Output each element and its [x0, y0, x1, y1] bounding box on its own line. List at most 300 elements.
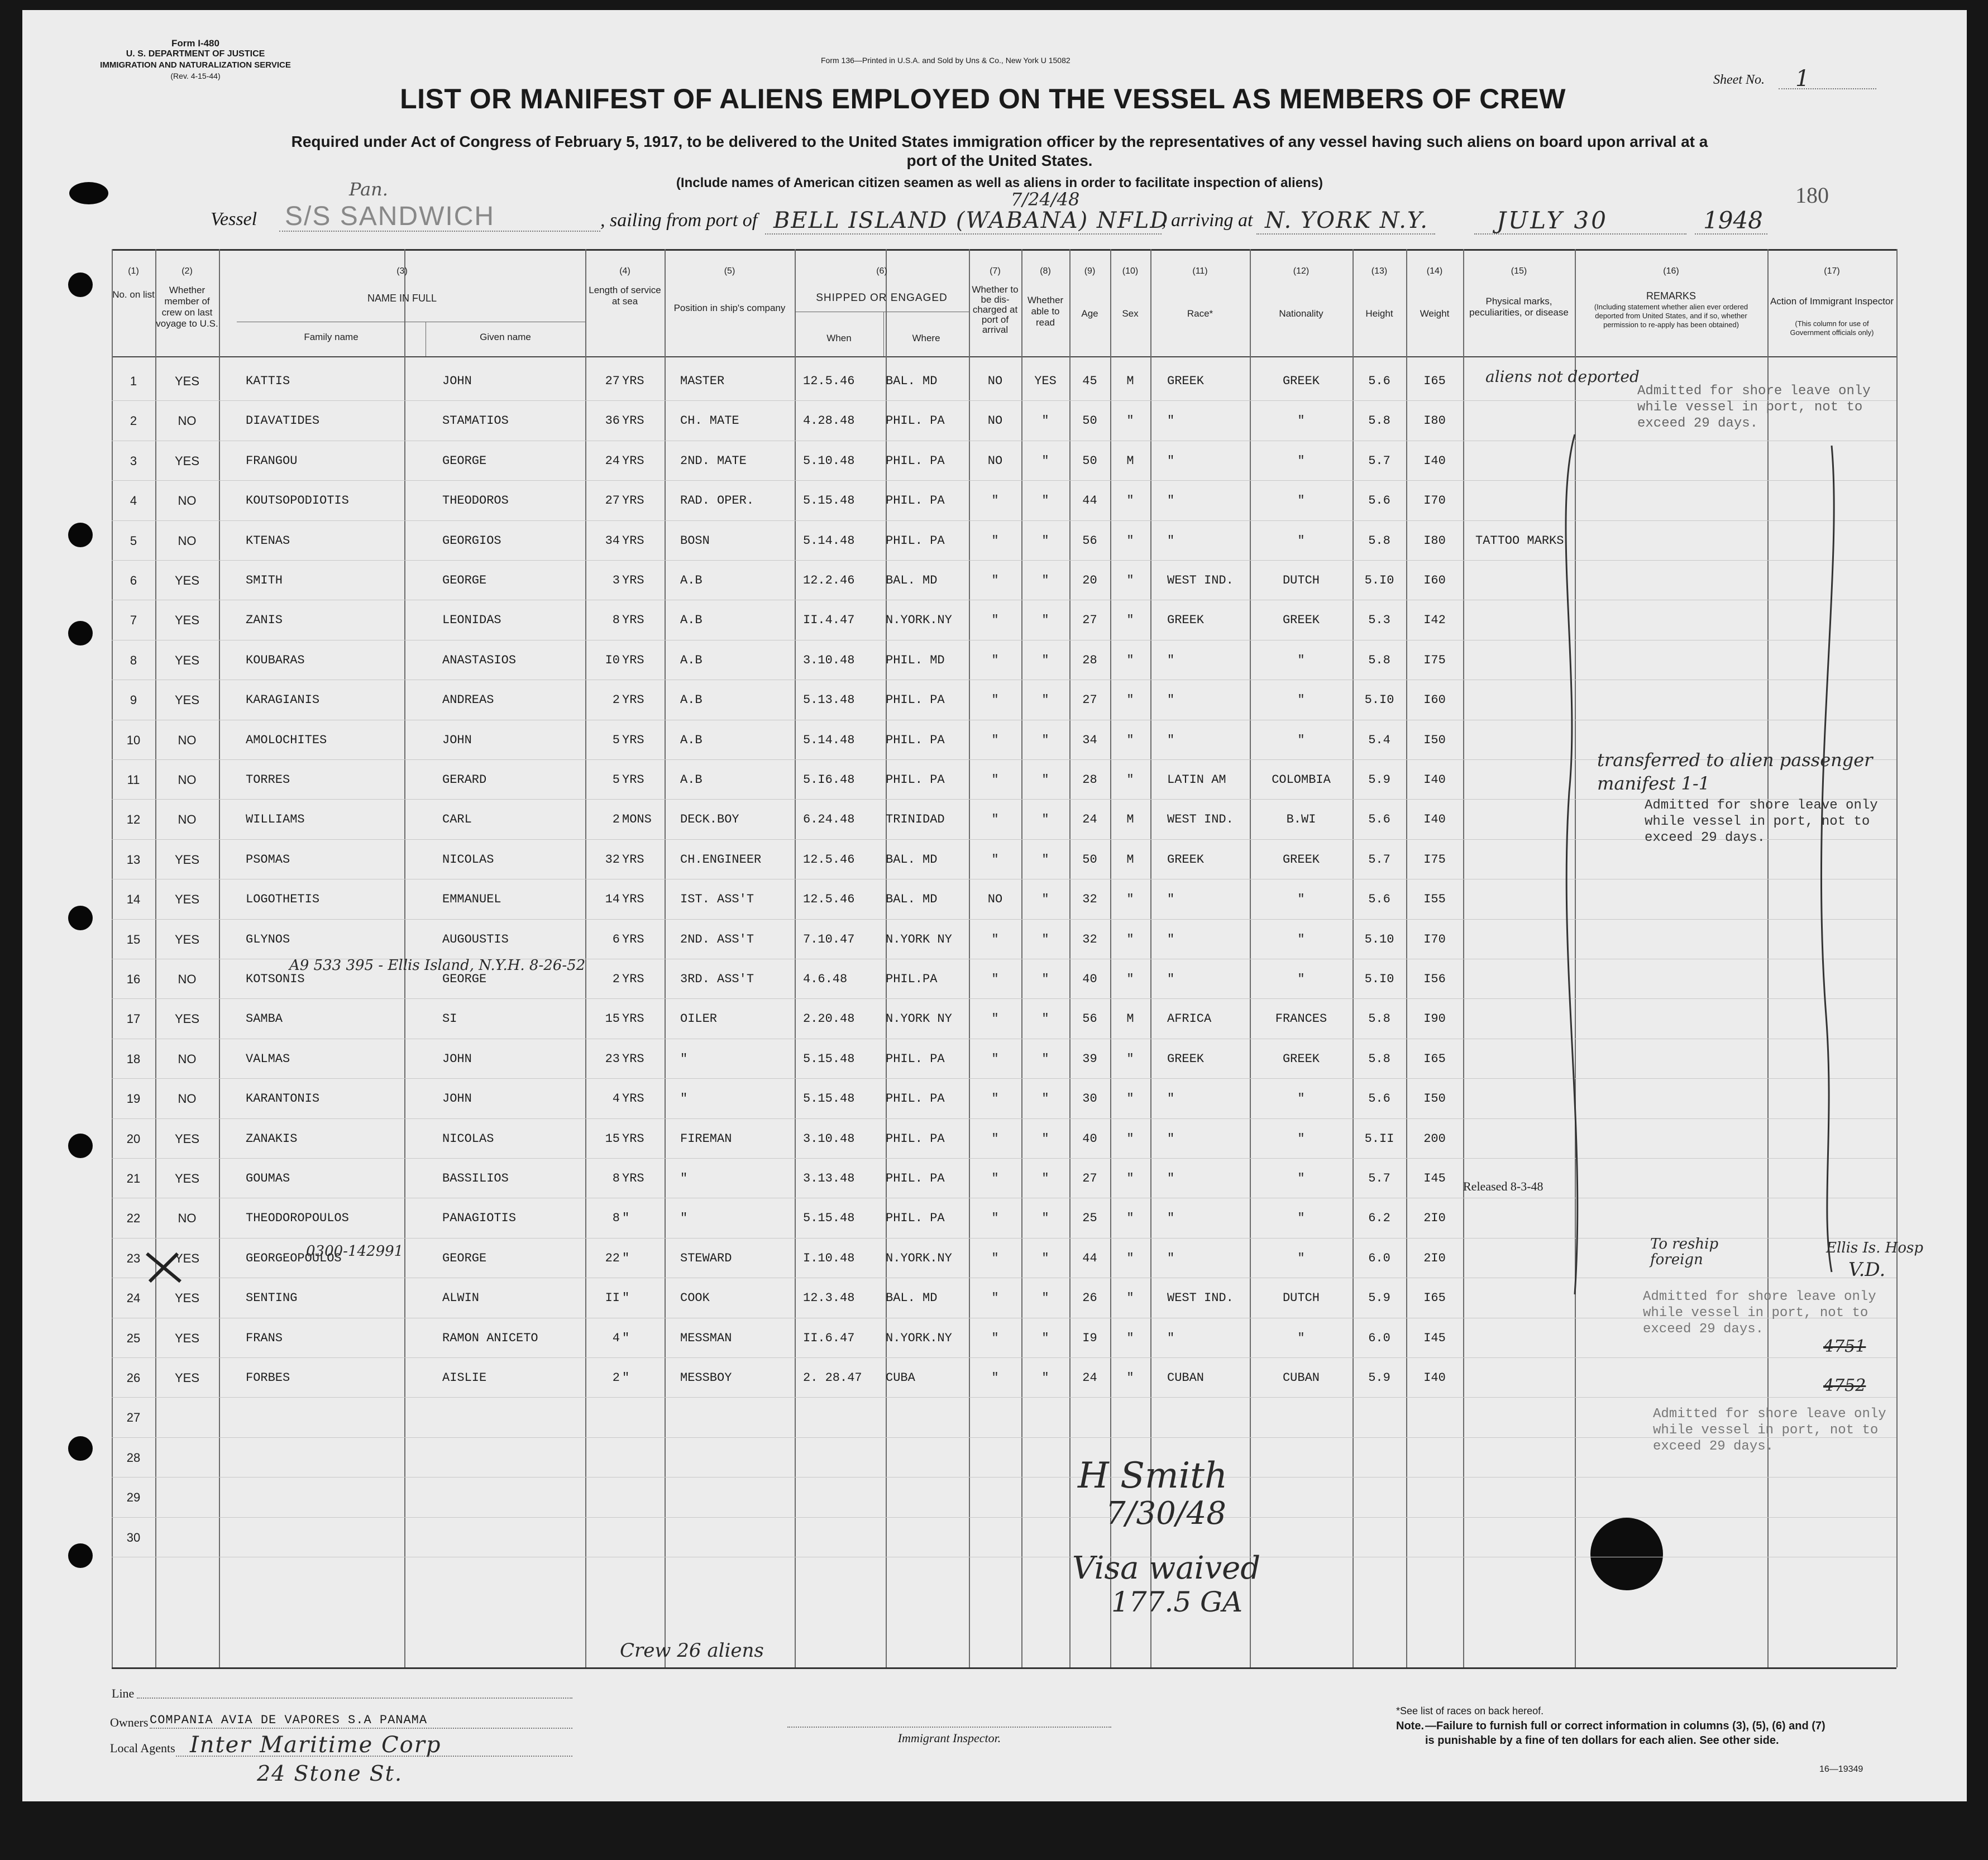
row-number: 17 [126, 1012, 141, 1026]
row-family-name: GEORGEOPOULOS [246, 1251, 342, 1265]
row-position: " [680, 1211, 688, 1226]
row-discharged: " [991, 972, 999, 986]
row-shipped-where: N.YORK NY [886, 1012, 952, 1026]
row-weight: I80 [1423, 414, 1446, 428]
row-service-unit: YRS [622, 653, 644, 667]
row-shipped-where: BAL. MD [886, 374, 938, 388]
row-shipped-when: 5.14.48 [803, 533, 855, 548]
col-name-in-full: NAME IN FULL [367, 293, 437, 304]
row-given-name: GEORGIOS [442, 533, 501, 548]
row-family-name: GLYNOS [246, 932, 290, 946]
form-subtitle: Required under Act of Congress of February 5, 1917, to be delivered to the United States immigration officer by the representatives of any vessel having such aliens on board upon arrival at a [291, 133, 1708, 150]
column-number-13: (13) [1371, 266, 1388, 276]
row-weight: 200 [1423, 1131, 1446, 1146]
row-race: " [1167, 1251, 1175, 1265]
row-weight: I40 [1423, 812, 1446, 827]
row-sex: " [1126, 1251, 1134, 1265]
row-weight: I56 [1423, 972, 1446, 986]
row-family-name: VALMAS [246, 1051, 290, 1066]
row-given-name: NICOLAS [442, 852, 494, 867]
row-given-name: BASSILIOS [442, 1172, 509, 1185]
row-rule [112, 1437, 1896, 1438]
row-height: 6.0 [1368, 1251, 1390, 1265]
row-race: CUBAN [1167, 1371, 1205, 1385]
row-position: DECK.BOY [680, 812, 739, 827]
row-given-name: AISLIE [442, 1371, 487, 1385]
manifest-sheet [22, 10, 1967, 1801]
row-shipped-when: 5.13.48 [803, 693, 855, 707]
row-able-to-read: " [1041, 892, 1049, 907]
row-age: 20 [1082, 573, 1097, 587]
row-sex: " [1126, 1211, 1134, 1226]
row-family-name: SMITH [246, 573, 283, 587]
row-number: 4 [130, 494, 137, 508]
row-given-name: JOHN [442, 733, 472, 747]
row-race: " [1167, 1172, 1175, 1185]
row-age: 56 [1082, 1012, 1097, 1026]
column-number-16: (16) [1663, 266, 1679, 276]
row-service-unit: " [622, 1371, 630, 1385]
row-number: 21 [126, 1172, 141, 1185]
row-number: 13 [126, 852, 141, 867]
column-rule [1150, 249, 1151, 1667]
row-number: 29 [126, 1490, 141, 1505]
vessel-name: S/S SANDWICH [285, 202, 495, 231]
row-discharged: " [991, 932, 999, 946]
row-shipped-when: II.4.47 [803, 613, 855, 628]
column-number-14: (14) [1426, 266, 1443, 276]
row-able-to-read: " [1041, 494, 1049, 508]
row-able-to-read: YES [1034, 374, 1057, 388]
row-able-to-read: " [1041, 1251, 1049, 1265]
row-able-to-read: " [1041, 1131, 1049, 1146]
row-race: AFRICA [1167, 1012, 1212, 1026]
row-position: OILER [680, 1012, 718, 1026]
col-no-on-list: No. on list [112, 289, 155, 300]
inspector-line [787, 1727, 1111, 1728]
row-given-name: EMMANUEL [442, 892, 501, 907]
row-height: 5.II [1364, 1131, 1394, 1146]
row-shipped-when: 5.I6.48 [803, 773, 855, 787]
row-age: 32 [1082, 932, 1097, 946]
row-height: 5.7 [1368, 453, 1390, 468]
row-weight: I50 [1423, 733, 1446, 747]
row-given-name: ANDREAS [442, 693, 494, 707]
row-service-unit: YRS [622, 932, 644, 946]
row-discharged: NO [987, 453, 1003, 468]
row-service-years: 4 [612, 1092, 620, 1106]
row-height: 5.8 [1368, 1012, 1390, 1026]
row-discharged: " [991, 1012, 999, 1026]
row-number: 2 [130, 414, 137, 428]
row-service-years: 32 [605, 852, 620, 867]
line-label: Line [112, 1686, 135, 1700]
action-row24: 4751 [1823, 1337, 1866, 1356]
row-prev-voyage: YES [174, 1012, 200, 1026]
row-height: 5.6 [1368, 494, 1390, 508]
row-service-unit: YRS [622, 1012, 644, 1026]
agents-value: Inter Maritime Corp [190, 1732, 442, 1758]
row-race: " [1167, 453, 1175, 468]
row-able-to-read: " [1041, 533, 1049, 548]
row-age: 26 [1082, 1291, 1097, 1306]
note-label: Note. [1396, 1720, 1424, 1732]
row-nationality: " [1297, 1131, 1305, 1146]
row-able-to-read: " [1041, 773, 1049, 787]
row-given-name: SI [442, 1012, 457, 1026]
row-able-to-read: " [1041, 1371, 1049, 1385]
row-nationality: GREEK [1282, 613, 1320, 628]
row-rule [112, 1477, 1896, 1478]
row-shipped-where: PHIL. PA [886, 533, 945, 548]
row-prev-voyage: NO [178, 1211, 197, 1226]
row-height: 5.6 [1368, 374, 1390, 388]
remark-row21-handwritten: To reship foreign [1650, 1236, 1719, 1268]
row-service-unit: YRS [622, 1172, 644, 1185]
row-race: LATIN AM [1167, 773, 1226, 787]
row-shipped-when: 5.10.48 [803, 453, 855, 468]
row-discharged: " [991, 1131, 999, 1146]
form-revision: (Rev. 4-15-44) [170, 71, 221, 80]
row-position: 2ND. MATE [680, 453, 747, 468]
row-race: " [1167, 1211, 1175, 1226]
row-shipped-when: 3.13.48 [803, 1172, 855, 1185]
row-service-unit: YRS [622, 972, 644, 986]
row-position: A.B [680, 733, 703, 747]
row-able-to-read: " [1041, 1012, 1049, 1026]
col-family-name: Family name [304, 332, 359, 342]
row-prev-voyage: YES [174, 1172, 200, 1185]
row-shipped-when: 12.3.48 [803, 1291, 855, 1306]
row-shipped-when: 5.15.48 [803, 1092, 855, 1106]
row-number: 19 [126, 1092, 141, 1106]
row-sex: " [1126, 414, 1134, 428]
row-age: 24 [1082, 1371, 1097, 1385]
row-service-years: 5 [612, 733, 620, 747]
row-nationality: " [1297, 1092, 1305, 1106]
row-sex: M [1126, 453, 1134, 468]
row-weight: I75 [1423, 852, 1446, 867]
action-row21: Ellis Is. Hosp [1826, 1240, 1923, 1256]
row-able-to-read: " [1041, 733, 1049, 747]
row-family-name: AMOLOCHITES [246, 733, 327, 747]
row-shipped-where: PHIL. MD [886, 653, 945, 667]
row-prev-voyage: NO [178, 494, 197, 508]
row-service-unit: YRS [622, 773, 644, 787]
row-prev-voyage: YES [174, 1251, 200, 1265]
port-of-arrival: N. YORK N.Y. [1265, 208, 1428, 233]
row-able-to-read: " [1041, 932, 1049, 946]
col-shipped-when: When [826, 333, 852, 343]
row-discharged: " [991, 494, 999, 508]
row-position: 3RD. ASS'T [680, 972, 754, 986]
row-nationality: DUTCH [1282, 1291, 1320, 1306]
agents-address: 24 Stone St. [257, 1761, 403, 1786]
row-race: " [1167, 892, 1175, 907]
row-weight: I65 [1423, 1291, 1446, 1306]
agents-label: Local Agents [110, 1741, 175, 1755]
row-service-unit: YRS [622, 494, 644, 508]
signature-date: 7/30/48 [1106, 1495, 1226, 1532]
row-number: 30 [126, 1530, 141, 1545]
row-nationality: COLOMBIA [1272, 773, 1331, 787]
col-length-service: Length of service at sea [589, 285, 661, 307]
row-position: IST. ASS'T [680, 892, 754, 907]
row-discharged: NO [987, 414, 1003, 428]
row-weight: I70 [1423, 932, 1446, 946]
row-nationality: " [1297, 1211, 1305, 1226]
row-number: 14 [126, 892, 141, 907]
row-weight: I65 [1423, 374, 1446, 388]
row-nationality: CUBAN [1282, 1371, 1320, 1385]
row-discharged: " [991, 1211, 999, 1226]
row-weight: I45 [1423, 1172, 1446, 1185]
row-height: 5.8 [1368, 1051, 1390, 1066]
row-given-name: PANAGIOTIS [442, 1211, 517, 1226]
column-rule [665, 249, 666, 1667]
row-service-years: 22 [605, 1251, 620, 1265]
row-family-name: WILLIAMS [246, 812, 305, 827]
row-position: A.B [680, 573, 703, 587]
row-prev-voyage: NO [178, 733, 197, 747]
row-shipped-when: 7.10.47 [803, 932, 855, 946]
row-service-unit: YRS [622, 852, 644, 867]
row-prev-voyage: YES [174, 573, 200, 587]
row-height: 5.7 [1368, 1172, 1390, 1185]
row-race: " [1167, 414, 1175, 428]
row-position: FIREMAN [680, 1131, 732, 1146]
row-nationality: " [1297, 693, 1305, 707]
row-prev-voyage: YES [174, 1131, 200, 1146]
row-sex: " [1126, 892, 1134, 907]
row-service-unit: YRS [622, 453, 644, 468]
row-shipped-where: PHIL. PA [886, 494, 945, 508]
row-height: 5.9 [1368, 1291, 1390, 1306]
row-sex: " [1126, 573, 1134, 587]
row-sex: M [1126, 374, 1134, 388]
row-family-name: ZANAKIS [246, 1131, 298, 1146]
form-number: Form I-480 [171, 38, 219, 49]
row-nationality: " [1297, 533, 1305, 548]
row-service-years: 5 [612, 773, 620, 787]
row-race: " [1167, 494, 1175, 508]
row-family-name: LOGOTHETIS [246, 892, 320, 907]
remark-row22-typed: Admitted for shore leave only while vessel in port, not to exceed 29 days. [1643, 1289, 1876, 1337]
column-rule [1463, 249, 1464, 1667]
row-discharged: " [991, 1251, 999, 1265]
row-position: BOSN [680, 533, 710, 548]
row-service-years: 27 [605, 494, 620, 508]
row-age: 50 [1082, 453, 1097, 468]
row-shipped-when: 3.10.48 [803, 653, 855, 667]
row-service-years: 36 [605, 414, 620, 428]
col-position: Position in ship's company [673, 303, 786, 313]
row-position: " [680, 1051, 688, 1066]
row-sex: " [1126, 533, 1134, 548]
form-dept: U. S. DEPARTMENT OF JUSTICE [126, 49, 265, 59]
row-able-to-read: " [1041, 1172, 1049, 1185]
row-service-unit: YRS [622, 1092, 644, 1106]
row-given-name: RAMON ANICETO [442, 1331, 538, 1345]
row-service-years: 15 [605, 1131, 620, 1146]
row-race: " [1167, 533, 1175, 548]
row-height: 5.7 [1368, 852, 1390, 867]
row-family-name: KATTIS [246, 374, 290, 388]
row-able-to-read: " [1041, 414, 1049, 428]
row-service-years: 34 [605, 533, 620, 548]
row-position: MESSBOY [680, 1371, 732, 1385]
row-given-name: JOHN [442, 1092, 472, 1106]
row-shipped-where: PHIL. PA [886, 773, 945, 787]
row-height: 5.8 [1368, 533, 1390, 548]
column-number-10: (10) [1122, 266, 1139, 276]
row-shipped-when: 4.28.48 [803, 414, 855, 428]
row-height: 5.6 [1368, 892, 1390, 907]
remark-row1-handwritten: aliens not deported [1485, 367, 1640, 386]
row-discharged: " [991, 1331, 999, 1345]
row-shipped-when: I.10.48 [803, 1251, 855, 1265]
row-race: WEST IND. [1167, 573, 1234, 587]
row-nationality: GREEK [1282, 852, 1320, 867]
row-sex: " [1126, 733, 1134, 747]
row-number: 12 [126, 812, 141, 827]
row-age: 27 [1082, 613, 1097, 628]
inspector-signature: H Smith [1078, 1455, 1228, 1496]
arrival-year: 1948 [1703, 207, 1763, 234]
row-nationality: " [1297, 653, 1305, 667]
row-prev-voyage: NO [178, 1092, 197, 1106]
row-service-unit: YRS [622, 533, 644, 548]
row-service-years: 23 [605, 1051, 620, 1066]
row-weight: I60 [1423, 693, 1446, 707]
row-sex: " [1126, 773, 1134, 787]
row-position: STEWARD [680, 1251, 732, 1265]
row-weight: I90 [1423, 1012, 1446, 1026]
row-able-to-read: " [1041, 812, 1049, 827]
row-sex: M [1126, 1012, 1134, 1026]
row-number: 24 [126, 1291, 141, 1306]
row-prev-voyage: YES [174, 932, 200, 946]
col-remarks: REMARKS [1646, 290, 1696, 302]
row-prev-voyage: YES [174, 1291, 200, 1306]
owners-value: COMPANIA AVIA DE VAPORES S.A PANAMA [150, 1713, 428, 1727]
col-shipped-where: Where [912, 333, 940, 343]
row-number: 7 [130, 613, 137, 628]
row-nationality: DUTCH [1282, 573, 1320, 587]
row-height: 5.9 [1368, 1371, 1390, 1385]
row-family-name: FRANS [246, 1331, 283, 1345]
row-weight: I65 [1423, 1051, 1446, 1066]
row-height: 5.4 [1368, 733, 1390, 747]
row-family-name: KARANTONIS [246, 1092, 320, 1106]
row-race: WEST IND. [1167, 812, 1234, 827]
row-service-years: 8 [612, 613, 620, 628]
column-number-15: (15) [1511, 266, 1527, 276]
row-service-unit: YRS [622, 573, 644, 587]
row-shipped-when: 12.5.46 [803, 852, 855, 867]
row-given-name: STAMATIOS [442, 414, 509, 428]
row-sex: " [1126, 693, 1134, 707]
row-age: 40 [1082, 1131, 1097, 1146]
row-prev-voyage: YES [174, 653, 200, 667]
row-nationality: " [1297, 1172, 1305, 1185]
row-shipped-when: 5.15.48 [803, 1211, 855, 1226]
row-service-years: 24 [605, 453, 620, 468]
row-family-name: KOTSONIS [246, 972, 305, 986]
row-shipped-when: II.6.47 [803, 1331, 855, 1345]
row-shipped-where: N.YORK.NY [886, 1331, 952, 1345]
vessel-flag-annotation: Pan. [349, 179, 388, 200]
column-number-11: (11) [1192, 266, 1208, 276]
col-given-name: Given name [480, 332, 531, 342]
row-service-years: I0 [605, 653, 620, 667]
row-family-name: GOUMAS [246, 1172, 290, 1185]
row-able-to-read: " [1041, 1331, 1049, 1345]
row-age: 50 [1082, 852, 1097, 867]
inspector-label: Immigrant Inspector. [897, 1731, 1001, 1745]
row-service-unit: YRS [622, 693, 644, 707]
row-sex: " [1126, 1092, 1134, 1106]
column-number-5: (5) [724, 266, 735, 276]
row-prev-voyage: YES [174, 852, 200, 867]
row-weight: I75 [1423, 653, 1446, 667]
row-able-to-read: " [1041, 693, 1049, 707]
row-weight: I50 [1423, 1092, 1446, 1106]
row-service-unit: YRS [622, 1051, 644, 1066]
row-height: 5.I0 [1364, 573, 1394, 587]
row-race: " [1167, 733, 1175, 747]
row-height: 5.I0 [1364, 972, 1394, 986]
row-prev-voyage: YES [174, 892, 200, 907]
action-row25: 4752 [1823, 1376, 1866, 1395]
form-title: LIST OR MANIFEST OF ALIENS EMPLOYED ON THE VESSEL AS MEMBERS OF CREW [400, 83, 1566, 114]
row-shipped-where: PHIL. PA [886, 1051, 945, 1066]
remark-row11-typed: Admitted for shore leave only while vessel in port, not to exceed 29 days. [1645, 798, 1878, 845]
row-shipped-when: 5.15.48 [803, 494, 855, 508]
row-able-to-read: " [1041, 1092, 1049, 1106]
remark-row1-typed: Admitted for shore leave only while vessel in port, not to exceed 29 days. [1637, 384, 1871, 431]
row-service-years: II [605, 1291, 620, 1306]
row-number: 26 [126, 1371, 141, 1385]
row-service-years: 4 [612, 1331, 620, 1345]
row-service-years: 3 [612, 573, 620, 587]
row-shipped-where: PHIL. PA [886, 414, 945, 428]
row-prev-voyage: YES [174, 613, 200, 628]
row-service-unit: YRS [622, 1131, 644, 1146]
row-service-unit: YRS [622, 374, 644, 388]
sailing-date-annotation: 7/24/48 [1011, 189, 1080, 210]
row-height: 5.3 [1368, 613, 1390, 628]
races-note: *See list of races on back hereof. [1396, 1705, 1544, 1716]
row-nationality: " [1297, 1331, 1305, 1345]
vessel-label: Vessel [211, 209, 257, 229]
row-given-name: AUGOUSTIS [442, 932, 509, 946]
row-nationality: " [1297, 453, 1305, 468]
row-able-to-read: " [1041, 653, 1049, 667]
owners-field [150, 1728, 572, 1729]
column-number-4: (4) [619, 266, 630, 276]
row-rule [112, 1517, 1896, 1518]
row-number: 25 [126, 1331, 141, 1345]
row-position: " [680, 1172, 688, 1185]
column-number-1: (1) [128, 266, 139, 276]
row-family-name: SAMBA [246, 1012, 283, 1026]
row-race: GREEK [1167, 374, 1205, 388]
row-service-years: 27 [605, 374, 620, 388]
row-weight: I42 [1423, 613, 1446, 628]
row-service-years: 2 [612, 1371, 620, 1385]
row-shipped-where: PHIL. PA [886, 1172, 945, 1185]
